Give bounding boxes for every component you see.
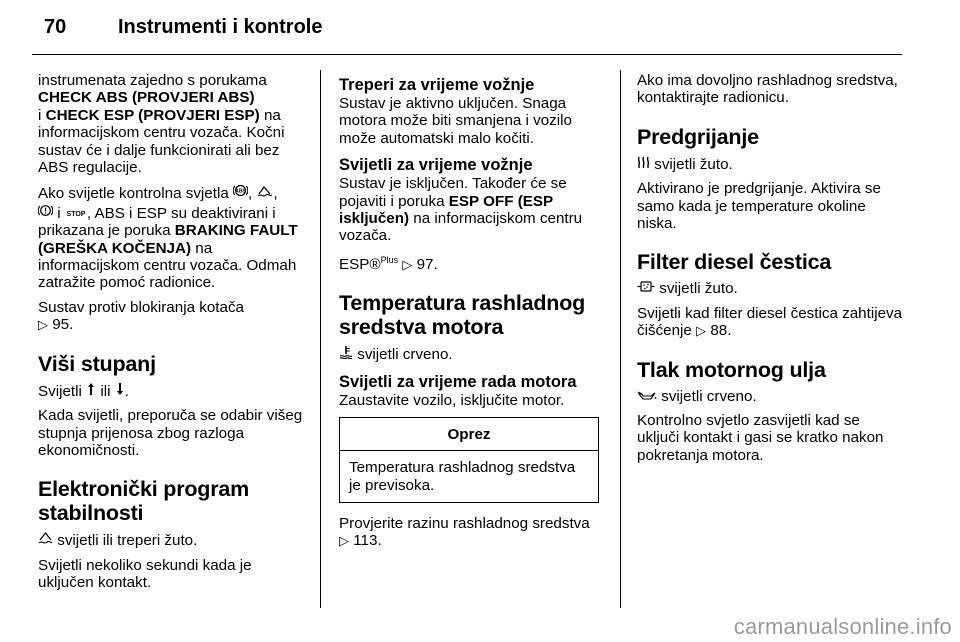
abs-warning-icon [233, 183, 248, 202]
page-reference: 88. [710, 322, 732, 340]
oil-pressure-icon [637, 388, 657, 405]
paragraph: Svijetli nekoliko sekundi kada je uključen kontakt. [38, 556, 252, 592]
paragraph: Sustav je isključen. Također će se pojaviti i poruka ESP OFF (ESP isključen) na informacijskom centru vozača. [339, 175, 583, 245]
sub-heading: Treperi za vrijeme vožnje [339, 76, 535, 94]
column-divider [320, 70, 321, 608]
svg-text:STOP: STOP [66, 210, 86, 218]
stop-icon [65, 205, 87, 222]
paragraph: Kada svijetli, preporuča se odabir višeg stupnja prijenosa zbog razloga ekonomičnosti. [38, 407, 303, 459]
section-heading: Filter diesel čestica [637, 250, 832, 275]
svg-text:ABS: ABS [235, 188, 246, 195]
paragraph: Svijetli kad filter diesel čestica zahtijeva čišćenje ▷ 88. [637, 304, 903, 340]
page-reference: 97. [416, 255, 438, 273]
section-heading: Temperatura rashladnog sredstva motora [339, 291, 586, 340]
caution-text: Temperatura rashladnog sredstva je previsoka. [349, 459, 576, 494]
paragraph: Provjerite razinu rashladnog sredstva ▷ 113. [339, 514, 590, 550]
paragraph: Sustav protiv blokiranja kotača ▷ 95. [38, 298, 244, 334]
header-divider [32, 54, 902, 55]
sub-heading: Svijetli za vrijeme vožnje [339, 156, 533, 175]
sub-heading: Svijetli za vrijeme rada motora [339, 372, 577, 391]
diesel-particle-filter-icon [637, 280, 655, 297]
paragraph: svijetli crveno. [637, 388, 905, 405]
page-reference-icon: ▷ [696, 323, 707, 339]
paragraph: Zaustavite vozilo, isključite motor. [339, 391, 565, 409]
page-reference: 95. [52, 316, 74, 334]
page-reference-icon: ▷ [38, 317, 48, 333]
watermark: carmanualsonline.info [733, 614, 952, 639]
shift-down-icon [115, 382, 125, 400]
page-title: Instrumenti i kontrole [118, 16, 323, 38]
page-reference-icon: ▷ [402, 256, 413, 272]
message-check-abs: CHECK ABS (PROVJERI ABS) [38, 89, 255, 107]
column-2 [339, 72, 605, 557]
paragraph: svijetli žuto. [637, 155, 905, 173]
paragraph: Sustav je aktivno uključen. Snaga motora može biti smanjena i vozilo može automatski malo kočiti. [339, 95, 572, 147]
column-3 [637, 72, 905, 471]
page-header [0, 0, 960, 50]
paragraph: Aktivirano je predgrijanje. Aktivira se samo kada je temperature okoline niska. [637, 180, 881, 233]
paragraph: Kontrolno svjetlo zasvijetli kad se uključi kontakt i gasi se kratko nakon pokretanja motora. [637, 412, 884, 464]
brake-warning-icon [38, 203, 53, 222]
page-reference: 113. [353, 532, 382, 550]
column-divider [620, 70, 621, 608]
paragraph: ESP®$^{Plus}$ ▷ 97. [339, 254, 438, 273]
column-1 [38, 72, 306, 599]
paragraph: Ako svijetle kontrolna svjetla ABS , , i STOP , ABS i ESP su deaktivirani i prikazana je poruka BRAKING FAULT (GREŠKA KOČENJA) na informacijskom centru vozača. Odmah zatražite pomoć radionice. [38, 185, 298, 292]
paragraph: Ako ima dovoljno rashladnog sredstva, kontaktirajte radionicu. [637, 72, 898, 107]
page-number: 70 [44, 16, 67, 38]
coolant-temperature-icon [339, 345, 353, 363]
esp-icon [256, 184, 273, 202]
caution-box [339, 417, 599, 503]
paragraph: svijetli žuto. [637, 280, 905, 297]
section-heading: Predgrijanje [637, 124, 759, 149]
section-heading: Elektronički program stabilnosti [38, 477, 250, 526]
caution-title: Oprez [340, 418, 598, 451]
message-check-esp: CHECK ESP (PROVJERI ESP) [45, 106, 260, 124]
esp-icon [38, 531, 53, 549]
shift-up-icon [86, 382, 96, 400]
section-heading: Tlak motornog ulja [637, 357, 826, 382]
paragraph: Svijetli ili . [38, 382, 129, 400]
paragraph: svijetli crveno. [339, 345, 605, 363]
message-braking-fault: BRAKING FAULT (GREŠKA KOČENJA) [38, 222, 298, 257]
page-reference-icon: ▷ [339, 533, 349, 549]
paragraph: svijetli ili treperi žuto. [38, 531, 306, 549]
message-esp-off: ESP OFF (ESP isključen) [339, 192, 553, 228]
section-heading: Viši stupanj [38, 351, 156, 376]
glow-plug-icon [637, 155, 650, 173]
paragraph: instrumenata zajedno s porukama CHECK ABS (PROVJERI ABS) i CHECK ESP (PROVJERI ESP) na informacijskom centru vozača. Kočni sustav će i dalje funkcionirati ali bez ABS regulacije. [38, 72, 285, 177]
